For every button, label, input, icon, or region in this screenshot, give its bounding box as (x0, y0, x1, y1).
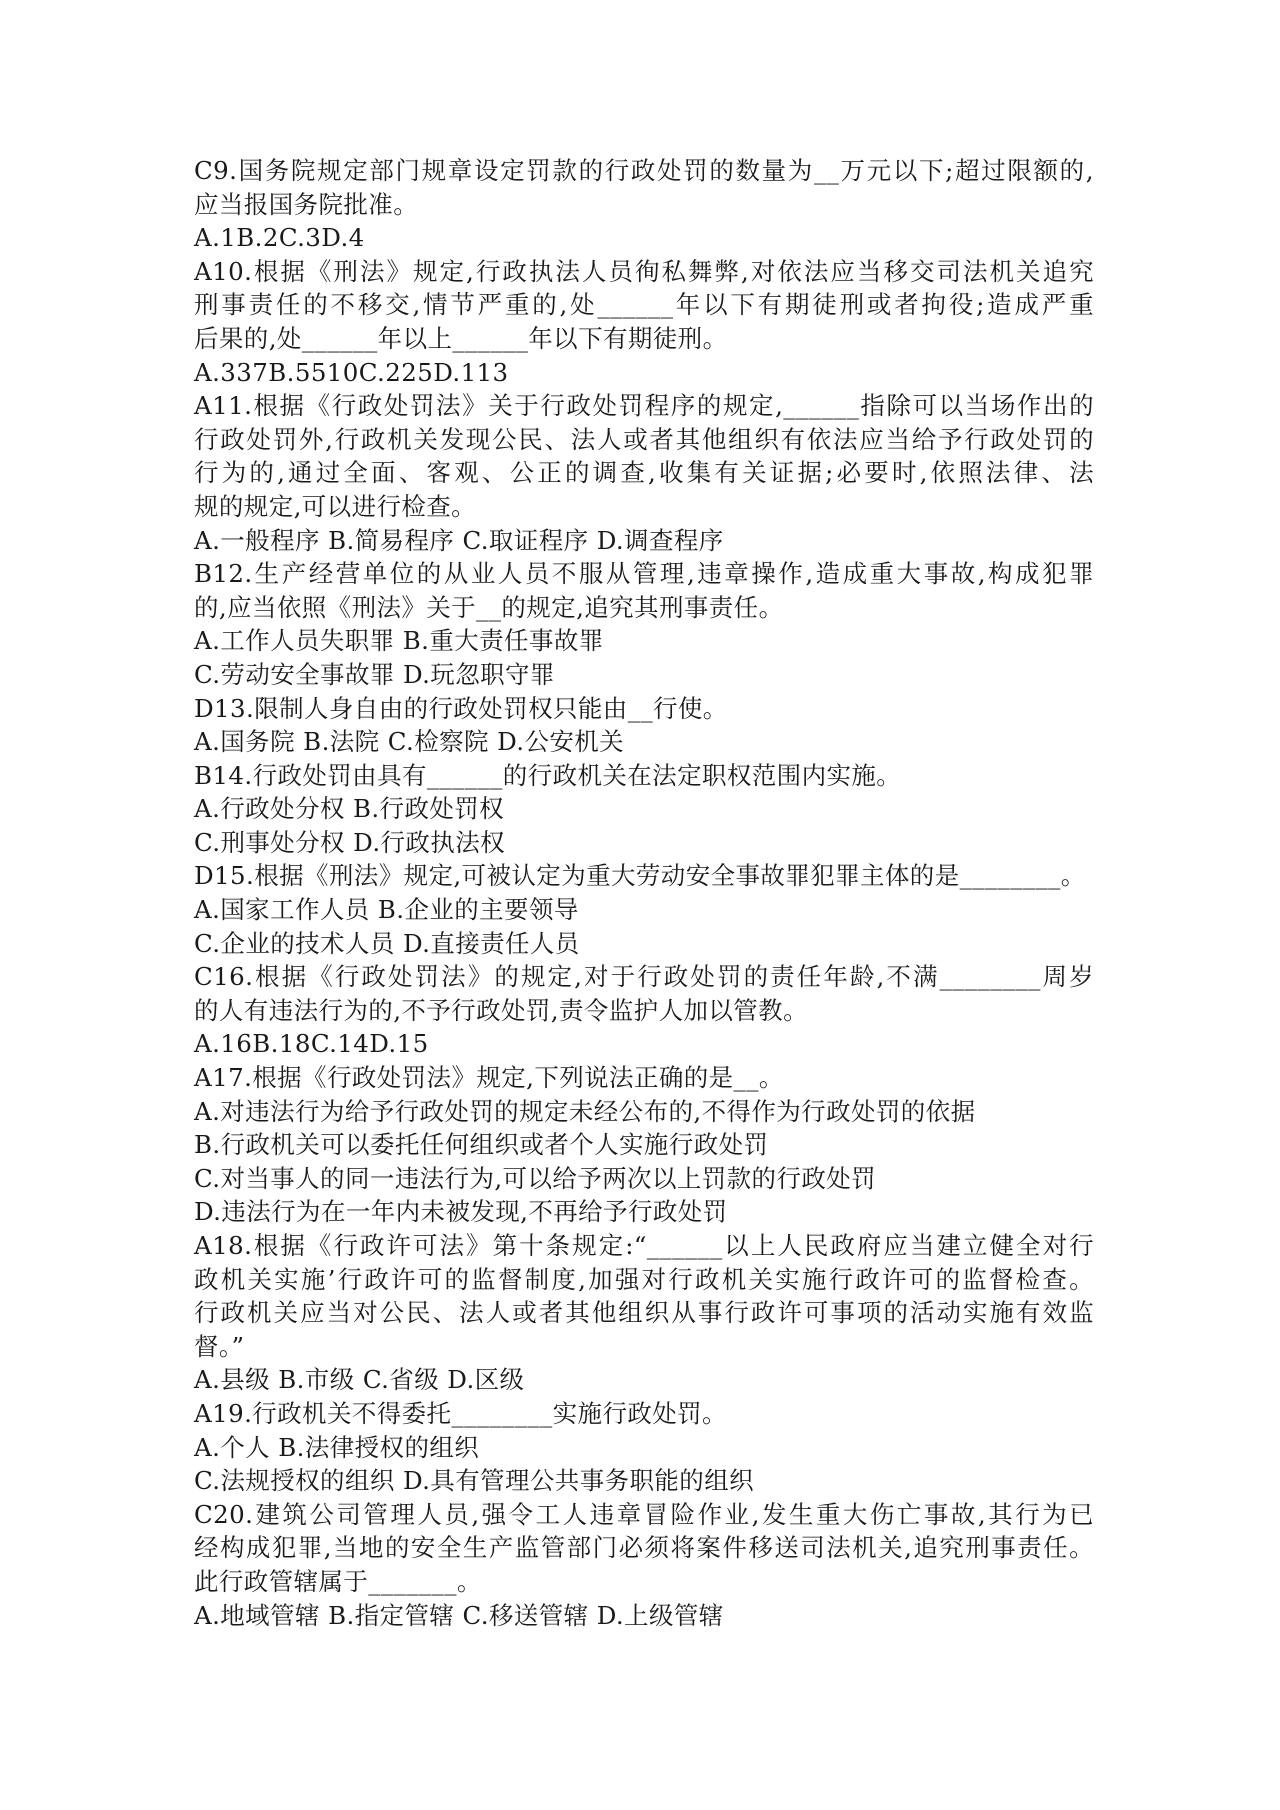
text-line: C16.根据《行政处罚法》的规定,对于行政处罚的责任年龄,不满________周岁 (194, 962, 1094, 992)
text-line: C.劳动安全事故罪 D.玩忽职守罪 (194, 659, 555, 689)
text-line: B.行政机关可以委托任何组织或者个人实施行政处罚 (194, 1130, 769, 1160)
text-line: C.对当事人的同一违法行为,可以给予两次以上罚款的行政处罚 (194, 1163, 877, 1193)
text-line: A19.行政机关不得委托________实施行政处罚。 (194, 1398, 727, 1428)
text-line: 应当报国务院批准。 (194, 189, 419, 219)
text-line: A.1B.2C.3D.4 (194, 223, 365, 253)
text-line: A.工作人员失职罪 B.重大责任事故罪 (194, 626, 604, 656)
text-line: 经构成犯罪,当地的安全生产监管部门必须将案件移送司法机关,追究刑事责任。 (194, 1533, 1094, 1563)
text-line: 规的规定,可以进行检查。 (194, 491, 477, 521)
text-line: A10.根据《刑法》规定,行政执法人员徇私舞弊,对依法应当移交司法机关追究 (194, 256, 1094, 286)
text-line: A.个人 B.法律授权的组织 (194, 1432, 480, 1462)
text-line: 的人有违法行为的,不予行政处罚,责令监护人加以管教。 (194, 995, 808, 1025)
text-line: B12.生产经营单位的从业人员不服从管理,违章操作,造成重大事故,构成犯罪 (194, 559, 1094, 589)
text-line: 政机关实施’行政许可的监督制度,加强对行政机关实施行政许可的监督检查。 (194, 1264, 1094, 1294)
text-line: A.国家工作人员 B.企业的主要领导 (194, 895, 579, 925)
text-line: 刑事责任的不移交,情节严重的,处______年以下有期徒刑或者拘役;造成严重 (194, 290, 1094, 320)
text-line: A17.根据《行政处罚法》规定,下列说法正确的是__。 (194, 1063, 784, 1093)
text-line: D15.根据《刑法》规定,可被认定为重大劳动安全事故罪犯罪主体的是________。 (194, 861, 1086, 891)
text-line: 行政机关应当对公民、法人或者其他组织从事行政许可事项的活动实施有效监 (194, 1298, 1094, 1328)
text-line: A.16B.18C.14D.15 (194, 1029, 429, 1059)
text-line: A.地域管辖 B.指定管辖 C.移送管辖 D.上级管辖 (194, 1600, 724, 1630)
text-line: A.对违法行为给予行政处罚的规定未经公布的,不得作为行政处罚的依据 (194, 1096, 976, 1126)
text-line: A.一般程序 B.简易程序 C.取证程序 D.调查程序 (194, 525, 724, 555)
text-line: A18.根据《行政许可法》第十条规定:“______以上人民政府应当建立健全对行 (194, 1231, 1094, 1260)
text-line: C20.建筑公司管理人员,强令工人违章冒险作业,发生重大伤亡事故,其行为已 (194, 1499, 1094, 1529)
text-line: 后果的,处______年以上______年以下有期徒刑。 (194, 323, 728, 353)
text-line: A.337B.5510C.225D.113 (194, 357, 509, 387)
text-line: 此行政管辖属于_______。 (194, 1566, 482, 1596)
text-line: C.法规授权的组织 D.具有管理公共事务职能的组织 (194, 1466, 755, 1496)
text-line: 行为的,通过全面、客观、公正的调查,收集有关证据;必要时,依照法律、法 (194, 458, 1094, 488)
document-body (194, 154, 1094, 1632)
text-line: 的,应当依照《刑法》关于__的规定,追究其刑事责任。 (194, 592, 784, 622)
text-line: C9.国务院规定部门规章设定罚款的行政处罚的数量为__万元以下;超过限额的, (194, 156, 1094, 185)
text-line: C.刑事处分权 D.行政执法权 (194, 827, 506, 857)
text-line: A.县级 B.市级 C.省级 D.区级 (194, 1365, 525, 1395)
text-line: 行政处罚外,行政机关发现公民、法人或者其他组织有依法应当给予行政处罚的 (194, 424, 1094, 454)
text-line: D13.限制人身自由的行政处罚权只能由__行使。 (194, 693, 728, 723)
text-line: A11.根据《行政处罚法》关于行政处罚程序的规定,______指除可以当场作出的 (194, 391, 1094, 421)
text-line: D.违法行为在一年内未被发现,不再给予行政处罚 (194, 1197, 728, 1227)
text-line: B14.行政处罚由具有______的行政机关在法定职权范围内实施。 (194, 760, 902, 790)
text-line: 督。” (194, 1331, 245, 1361)
text-line: A.行政处分权 B.行政处罚权 (194, 794, 505, 824)
text-line: A.国务院 B.法院 C.检察院 D.公安机关 (194, 727, 625, 757)
text-line: C.企业的技术人员 D.直接责任人员 (194, 928, 580, 958)
